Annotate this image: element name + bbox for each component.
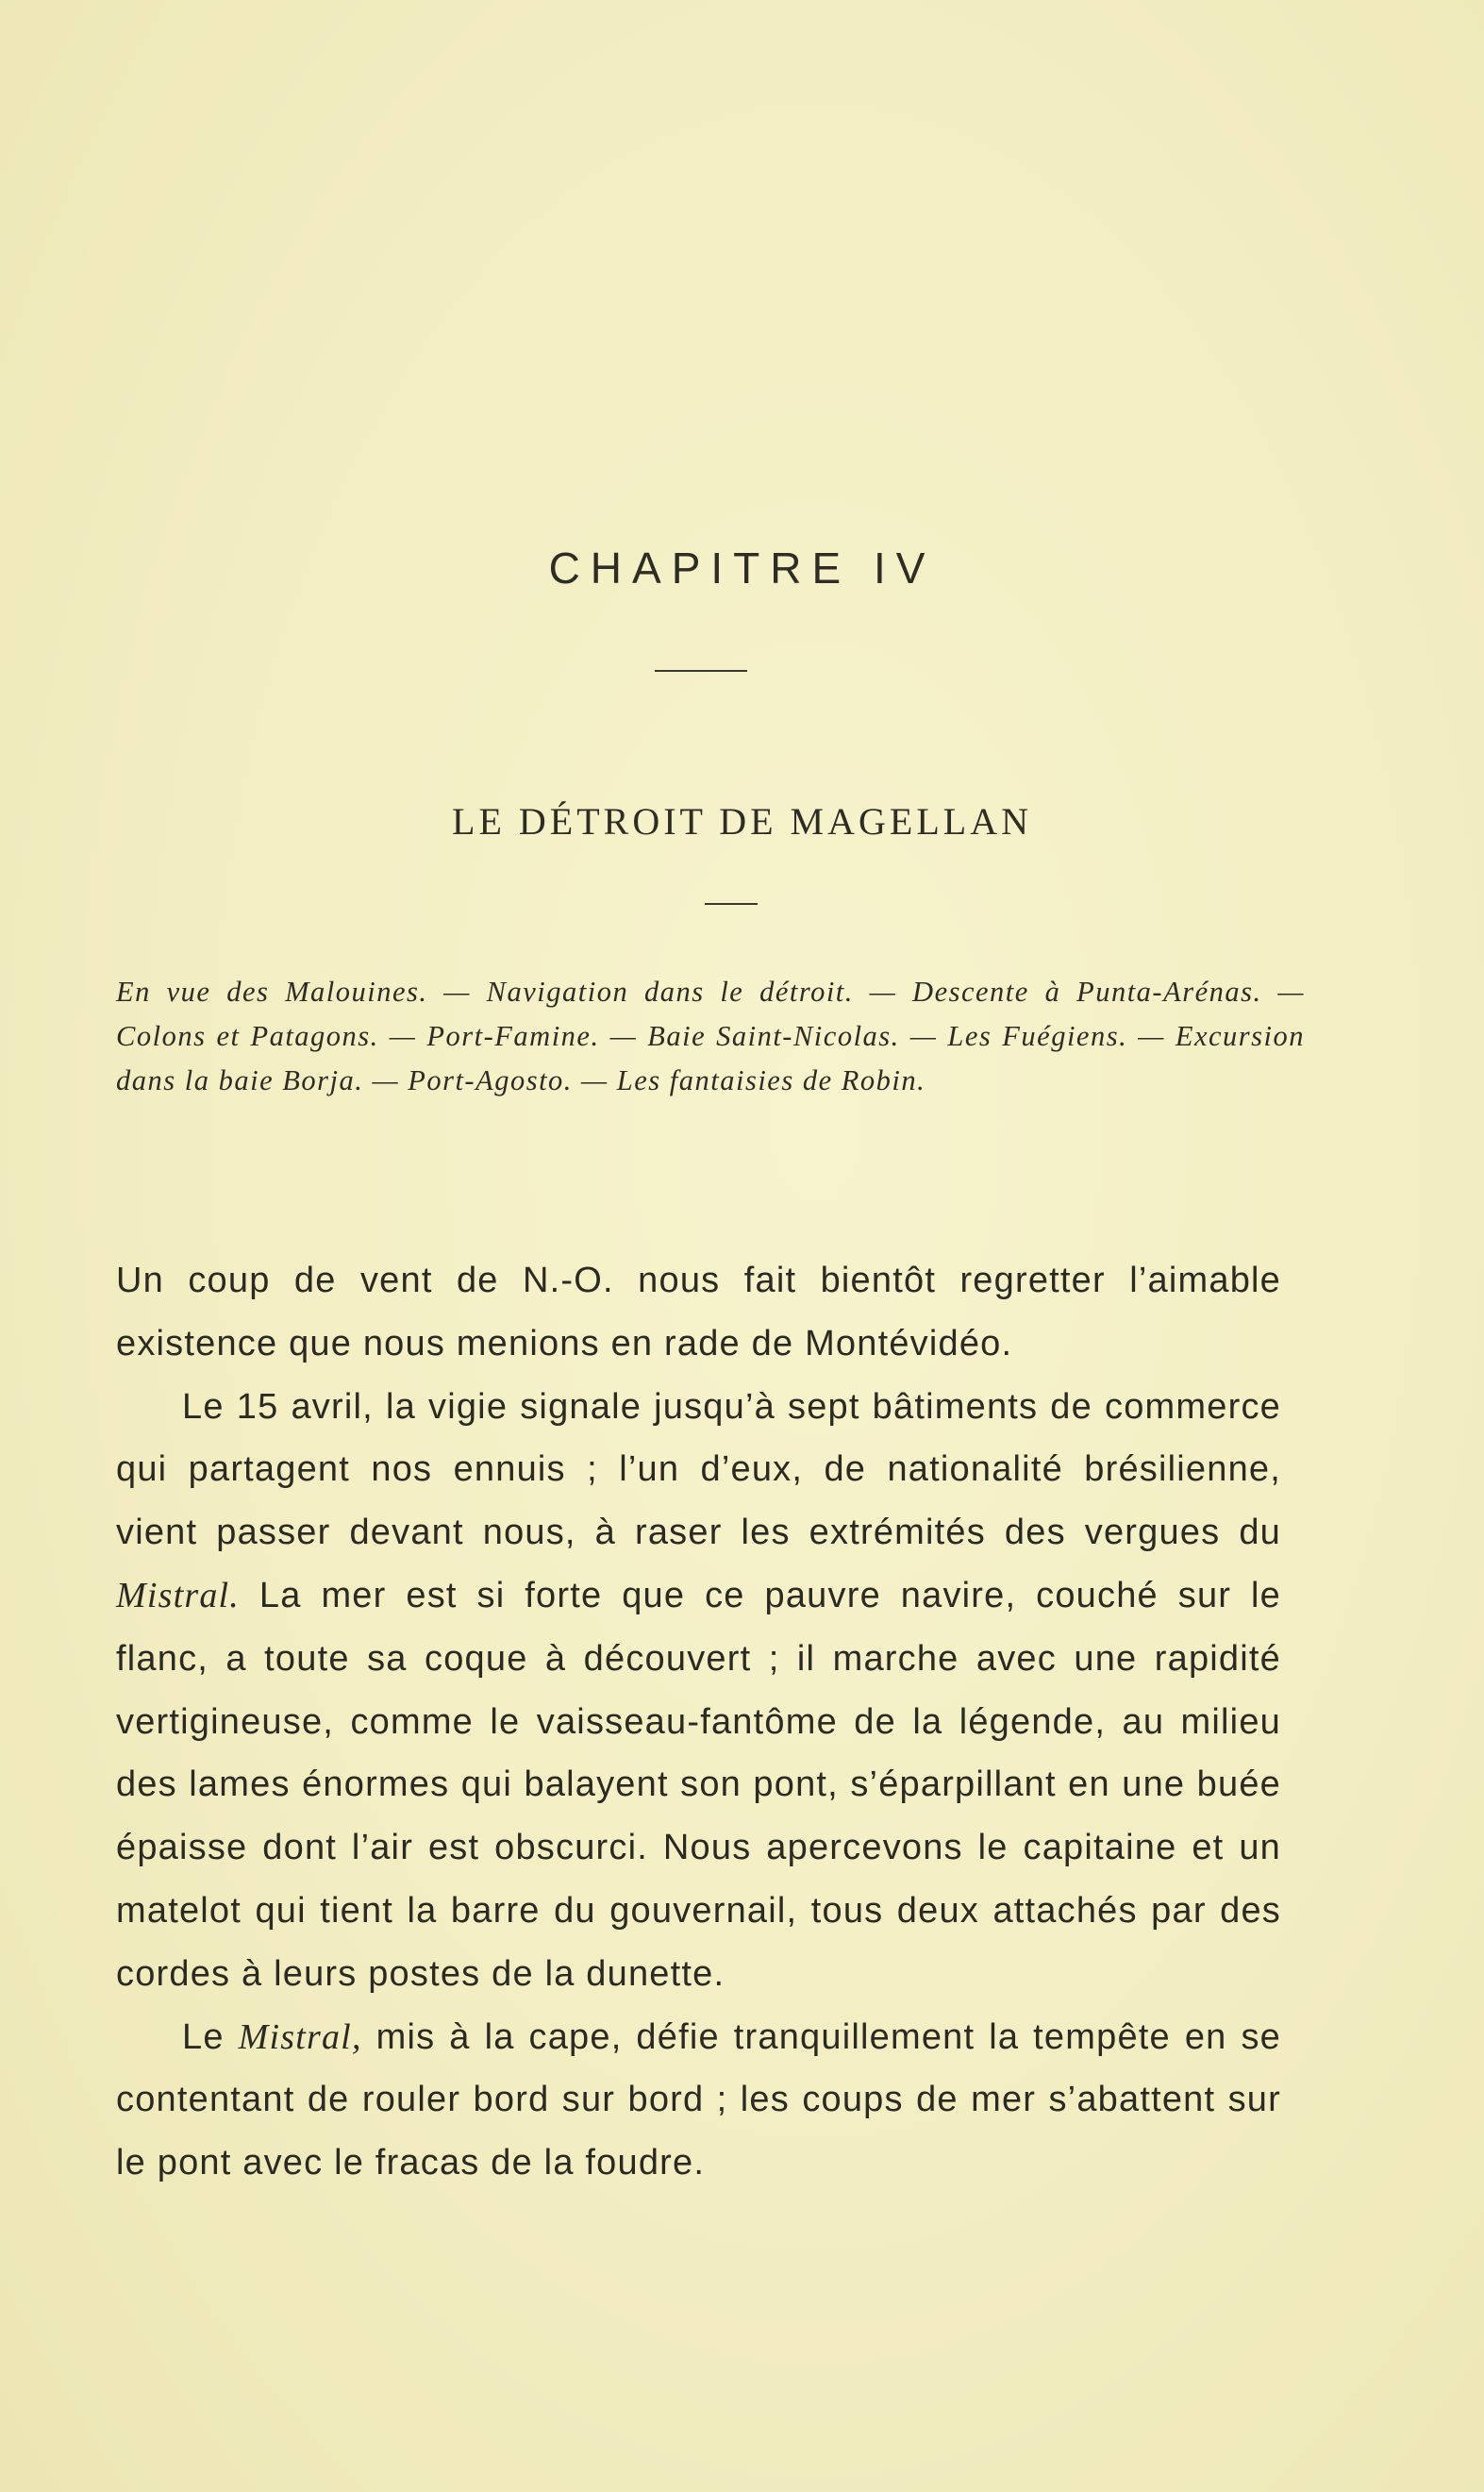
paragraph-text: Un coup de vent de N.-O. nous fait bientôt regretter l’aimable existence que nous menions en rade de Montévidéo. (116, 1261, 1281, 1363)
ship-name: Mistral, (238, 2016, 362, 2057)
paragraph-text: La mer est si forte que ce pauvre navire, couché sur le flanc, a toute sa coque à découvert ; il marche avec une rapidité vertigineuse, comme le vaisseau-fantôme de la légende, au milieu des lames énormes qui balayent son pont, s’éparpillant en une buée épaisse dont l’air est obscurci. Nous apercevons le capitaine et un matelot qui tient la barre du gouvernail, tous deux attachés par des cordes à leurs postes de la dunette. (116, 1575, 1281, 1994)
chapter-heading: CHAPITRE IV (548, 544, 936, 593)
separator-rule (705, 903, 758, 905)
paragraph (116, 1249, 1281, 1376)
paragraph-text: Le 15 avril, la vigie signale jusqu’à sept bâtiments de commerce qui partagent nos ennuis ; l’un d’eux, de nationalité brésilienne, vient passer devant nous, à raser les extrémités des vergues du (116, 1386, 1281, 1553)
body-text (116, 1249, 1281, 2195)
paragraph (116, 1376, 1281, 2006)
section-heading: LE DÉTROIT DE MAGELLAN (452, 800, 1032, 843)
chapter-summary: En vue des Malouines. — Navigation dans le détroit. — Descente à Punta-Arénas. — Colons et Patagons. — Port-Famine. — Baie Saint-Nicolas. — Les Fuégiens. — Excursion dans la baie Borja. — Port-Agosto. — Les fantaisies de Robin. (116, 976, 1305, 1096)
separator-rule (655, 670, 747, 672)
paragraph-text: Le (182, 2016, 239, 2057)
ship-name: Mistral. (116, 1575, 241, 1615)
paragraph-text: mis à la cape, défie tranquillement la tempête en se contentant de rouler bord sur bord ; les coups de mer s’abattent sur le pont avec le fracas de la foudre. (116, 2016, 1281, 2183)
paragraph (116, 2006, 1281, 2195)
